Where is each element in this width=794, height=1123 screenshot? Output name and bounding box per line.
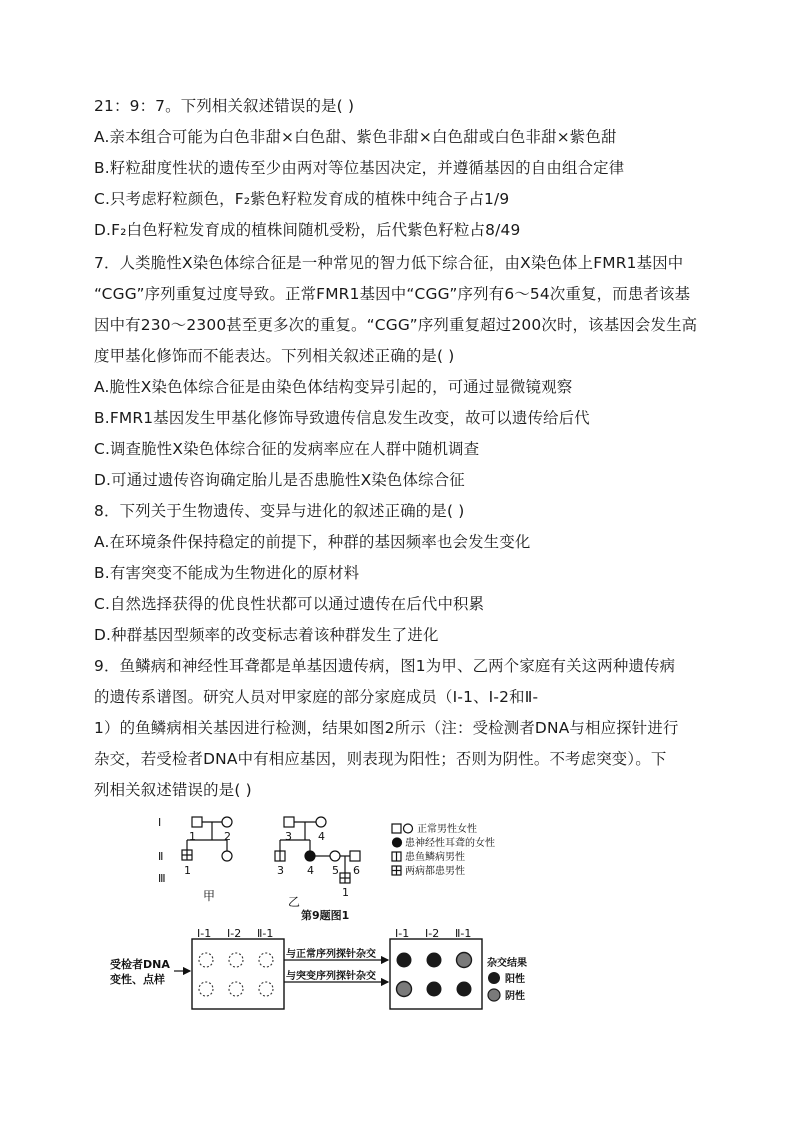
positive-label: 阳性 — [505, 974, 525, 985]
membrane-after — [390, 939, 482, 1009]
legend-female-symbol — [404, 824, 413, 833]
column-label: Ⅰ-2 — [425, 927, 440, 940]
text-line: 7．人类脆性X染色体综合征是一种常见的智力低下综合征，由X染色体上FMR1基因中 — [94, 254, 684, 272]
family-a-caption: 甲 — [203, 889, 216, 903]
text-line: C.自然选择获得的优良性状都可以通过遗传在后代中积累 — [94, 595, 485, 613]
individual-id: 1 — [342, 886, 349, 899]
column-label: Ⅰ-2 — [227, 927, 242, 940]
text-line: B.FMR1基因发生甲基化修饰导致遗传信息发生改变，故可以遗传给后代 — [94, 409, 590, 427]
generation-label: Ⅰ — [158, 816, 162, 829]
legend-label: 两病都患男性 — [405, 866, 465, 877]
text-line: C.调查脆性X染色体综合征的发病率应在人群中随机调查 — [94, 440, 480, 458]
text-line: 9．鱼鳞病和神经性耳聋都是单基因遗传病，图1为甲、乙两个家庭有关这两种遗传病 — [94, 657, 676, 675]
column-label: Ⅰ-1 — [395, 927, 410, 940]
legend-deaf-female-symbol — [393, 838, 402, 847]
legend-positive-dot — [488, 972, 500, 984]
probe-label: 与突变序列探针杂交 — [286, 971, 376, 982]
individual-id: 1 — [184, 864, 191, 877]
legend-label: 患鱼鳞病男性 — [405, 852, 465, 863]
text-line: B.有害突变不能成为生物进化的原材料 — [94, 564, 360, 582]
pedigree-female-normal — [316, 817, 326, 827]
result-dot-positive — [427, 982, 442, 997]
pedigree-male-normal — [284, 817, 294, 827]
individual-id: 4 — [307, 864, 314, 877]
text-line: 的遗传系谱图。研究人员对甲家庭的部分家庭成员（Ⅰ-1、Ⅰ-2和Ⅱ- — [94, 688, 539, 706]
result-dot-positive — [397, 953, 412, 968]
individual-id: 2 — [224, 830, 231, 843]
text-line: 1）的鱼鳞病相关基因进行检测，结果如图2所示（注：受检测者DNA与相应探针进行 — [94, 719, 679, 737]
dna-label: 变性、点样 — [110, 973, 165, 986]
pedigree-figure — [140, 810, 540, 922]
legend-negative-dot — [488, 989, 500, 1001]
text-line: 杂交，若受检者DNA中有相应基因，则表现为阳性；否则为阴性。不考虑突变）。下 — [94, 750, 667, 768]
text-line: A.在环境条件保持稳定的前提下，种群的基因频率也会发生变化 — [94, 533, 531, 551]
pedigree-female-normal — [222, 851, 232, 861]
result-dot-negative — [457, 953, 472, 968]
text-line: D.种群基因型频率的改变标志着该种群发生了进化 — [94, 626, 439, 644]
text-line: D.F₂白色籽粒发育成的植株间随机受粉，后代紫色籽粒占8/49 — [94, 221, 521, 239]
generation-label: Ⅱ — [158, 850, 164, 863]
legend-label: 正常男性女性 — [417, 824, 477, 835]
column-label: Ⅱ-1 — [455, 927, 472, 940]
generation-label: Ⅲ — [158, 872, 166, 885]
dna-label: 受检者DNA — [110, 958, 170, 971]
text-line: B.籽粒甜度性状的遗传至少由两对等位基因决定，并遵循基因的自由组合定律 — [94, 159, 625, 177]
text-line: 21：9：7。下列相关叙述错误的是( ) — [94, 97, 355, 115]
individual-id: 3 — [277, 864, 284, 877]
text-line: “CGG”序列重复过度导致。正常FMR1基因中“CGG”序列有6～54次重复，而患者该基 — [94, 285, 691, 303]
pedigree-female-deaf — [305, 851, 315, 861]
hybridization-figure — [110, 922, 550, 1012]
membrane-before — [192, 939, 284, 1009]
text-line: 度甲基化修饰而不能表达。下列相关叙述正确的是( ) — [94, 347, 455, 365]
result-dot-positive — [457, 982, 472, 997]
figure1-caption: 第9题图1 — [301, 909, 350, 922]
family-b-caption: 乙 — [288, 895, 301, 909]
text-line: D.可通过遗传咨询确定胎儿是否患脆性X染色体综合征 — [94, 471, 465, 489]
result-dot-positive — [427, 953, 442, 968]
column-label: Ⅱ-1 — [257, 927, 274, 940]
result-title: 杂交结果 — [487, 958, 527, 969]
text-line: 因中有230～2300甚至更多次的重复。“CGG”序列重复超过200次时，该基因会发生高 — [94, 316, 698, 334]
text-line: 列相关叙述错误的是( ) — [94, 781, 252, 799]
individual-id: 3 — [285, 830, 292, 843]
text-line: A.脆性X染色体综合征是由染色体结构变异引起的，可通过显微镜观察 — [94, 378, 573, 396]
negative-label: 阴性 — [505, 991, 525, 1002]
column-label: Ⅰ-1 — [197, 927, 212, 940]
individual-id: 6 — [353, 864, 360, 877]
individual-id: 4 — [318, 830, 325, 843]
result-dot-negative — [397, 982, 412, 997]
text-line: C.只考虑籽粒颜色，F₂紫色籽粒发育成的植株中纯合子占1/9 — [94, 190, 510, 208]
pedigree-female-normal — [222, 817, 232, 827]
individual-id: 5 — [332, 864, 339, 877]
pedigree-male-normal — [192, 817, 202, 827]
pedigree-female-normal — [330, 851, 340, 861]
individual-id: 1 — [189, 830, 196, 843]
probe-label: 与正常序列探针杂交 — [286, 949, 376, 960]
legend-label: 患神经性耳聋的女性 — [405, 838, 495, 849]
pedigree-male-normal — [350, 851, 360, 861]
text-line: A.亲本组合可能为白色非甜×白色甜、紫色非甜×白色甜或白色非甜×紫色甜 — [94, 128, 617, 146]
legend-male-symbol — [392, 824, 401, 833]
text-line: 8．下列关于生物遗传、变异与进化的叙述正确的是( ) — [94, 502, 465, 520]
